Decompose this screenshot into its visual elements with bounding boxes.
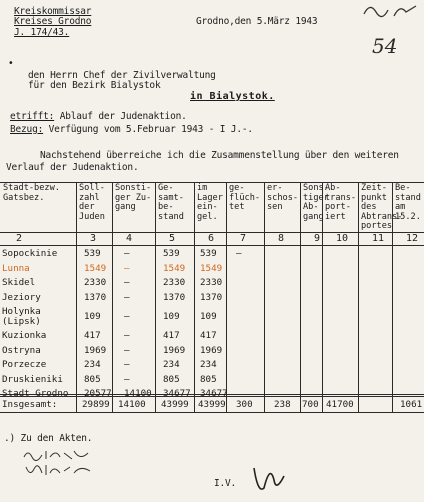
subject-line xyxy=(10,111,187,122)
row-soll: 539 xyxy=(84,248,101,259)
column-number-rule xyxy=(0,245,424,246)
reference-text: Verfügung vom 5.Februar 1943 - I J.-. xyxy=(48,124,253,135)
column-divider xyxy=(76,182,77,412)
intro-line1: Nachstehend überreiche ich die Zusammenstellung über den weiteren xyxy=(40,150,399,161)
column-divider xyxy=(300,182,301,412)
row-gefluechtet: — xyxy=(236,248,242,259)
total-lager: 43999 xyxy=(198,399,226,410)
column-divider xyxy=(194,182,195,412)
column-number: 5 xyxy=(169,233,176,244)
row-zugang: — xyxy=(124,359,130,371)
subject-text: Ablauf der Judenaktion. xyxy=(59,111,187,122)
row-lager: 109 xyxy=(200,311,217,323)
column-divider xyxy=(226,182,227,412)
row-name: Ostryna xyxy=(2,344,41,356)
reference-label: Bezug: xyxy=(10,124,44,135)
row-name: Skidel xyxy=(2,277,36,289)
column-number: 7 xyxy=(240,233,247,244)
letterhead-line1: Kreiskommissar xyxy=(14,6,92,17)
row-gesamt: 417 xyxy=(163,330,180,341)
total-gefluechtet: 300 xyxy=(236,399,253,410)
row-lager: 1370 xyxy=(200,291,223,303)
column-number: 9 xyxy=(314,233,321,244)
total-gesamt: 43999 xyxy=(161,399,189,410)
row-gesamt: 805 xyxy=(163,373,180,385)
row-zugang: — xyxy=(124,277,130,289)
row-zugang: 14100 xyxy=(124,388,152,400)
row-soll: 805 xyxy=(84,373,101,385)
row-name: Holynka (Lipsk) xyxy=(2,306,41,328)
row-soll: 20577 xyxy=(84,388,112,400)
row-soll: 1370 xyxy=(84,291,107,303)
total-erschossen: 238 xyxy=(274,399,291,410)
column-number: 3 xyxy=(90,233,97,244)
row-lager: 1549 xyxy=(200,262,223,274)
row-zugang: — xyxy=(124,311,130,323)
column-header: Sonsti- ger Zu- gang xyxy=(115,183,152,213)
column-header: im Lager ein- gel. xyxy=(197,183,223,222)
addressee-line3: in Bialystok. xyxy=(190,91,275,102)
row-gesamt: 2330 xyxy=(163,277,186,289)
handwritten-mark-top xyxy=(360,0,420,24)
row-gesamt: 1969 xyxy=(163,344,186,356)
place-date: Grodno,den 5.März 1943 xyxy=(196,16,318,27)
row-gesamt: 539 xyxy=(163,248,180,259)
total-soll: 29899 xyxy=(82,399,110,410)
column-divider xyxy=(155,182,156,412)
row-soll: 1549 xyxy=(84,262,107,274)
row-soll: 109 xyxy=(84,311,101,323)
row-name: Lunna xyxy=(2,262,30,274)
column-header: Soll- zahl der Juden xyxy=(79,183,105,222)
total-sonstiger-abgang: 700 xyxy=(302,399,319,410)
row-lager: 1969 xyxy=(200,344,223,356)
column-header: er- schos- sen xyxy=(267,183,299,213)
bullet: • xyxy=(8,58,14,69)
column-number: 6 xyxy=(208,233,215,244)
column-header: Be- stand am 15.2. xyxy=(395,183,421,222)
signature-icon xyxy=(248,458,288,502)
letterhead-line2: Kreises Grodno xyxy=(14,16,92,27)
column-header: Ge- samt- be- stand xyxy=(158,183,184,222)
row-zugang: — xyxy=(124,262,130,274)
column-header: Ab- trans- port- iert xyxy=(325,183,357,222)
row-soll: 417 xyxy=(84,330,101,341)
addressee-line2: für den Bezirk Bialystok xyxy=(28,80,161,91)
total-bottom-rule xyxy=(0,412,424,413)
stamp-number: 54 xyxy=(372,34,398,58)
subject-label: etrifft: xyxy=(10,111,55,122)
row-name: Sopockinie xyxy=(2,248,58,259)
row-gesamt: 109 xyxy=(163,311,180,323)
column-header: Zeit- punkt des Abtrans- portes xyxy=(361,183,403,232)
column-divider xyxy=(264,182,265,412)
row-zugang: — xyxy=(124,248,130,259)
handwritten-note-2 xyxy=(24,462,94,481)
row-soll: 234 xyxy=(84,359,101,371)
row-name: Porzecze xyxy=(2,359,47,371)
total-bestand: 1061 xyxy=(400,399,423,410)
row-lager: 34677 xyxy=(200,388,228,400)
total-label: Insgesamt: xyxy=(2,399,58,410)
row-name: Stadt Grodno xyxy=(2,388,69,400)
reference-line xyxy=(10,124,253,135)
column-number: 11 xyxy=(372,233,385,244)
row-lager: 539 xyxy=(200,248,217,259)
column-number: 8 xyxy=(278,233,285,244)
column-number: 12 xyxy=(406,233,419,244)
row-lager: 417 xyxy=(200,330,217,341)
data-table xyxy=(0,182,424,422)
row-lager: 2330 xyxy=(200,277,223,289)
total-abtransportiert: 41700 xyxy=(326,399,354,410)
column-header: Stadt-bezw. Gatsbez. xyxy=(3,183,60,203)
row-name: Jeziory xyxy=(2,291,41,303)
row-name: Druskieniki xyxy=(2,373,63,385)
row-zugang: — xyxy=(124,291,130,303)
row-lager: 805 xyxy=(200,373,217,385)
row-lager: 234 xyxy=(200,359,217,371)
letterhead-ref: J. 174/43. xyxy=(14,27,70,38)
row-name: Kuzionka xyxy=(2,330,47,341)
row-gesamt: 1370 xyxy=(163,291,186,303)
column-header: Sons- tiger Ab- gang xyxy=(303,183,329,222)
row-zugang: — xyxy=(124,344,130,356)
row-zugang: — xyxy=(124,330,130,341)
column-number: 2 xyxy=(16,233,23,244)
column-number: 10 xyxy=(336,233,349,244)
column-divider xyxy=(358,182,359,412)
footer-note: .) Zu den Akten. xyxy=(4,433,93,444)
addressee-line1: den Herrn Chef der Zivilverwaltung xyxy=(28,70,216,81)
row-soll: 1969 xyxy=(84,344,107,356)
total-zugang: 14100 xyxy=(118,399,146,410)
column-header: ge- flüch- tet xyxy=(229,183,261,213)
row-gesamt: 234 xyxy=(163,359,180,371)
row-gesamt: 1549 xyxy=(163,262,186,274)
scribble-icon xyxy=(360,0,420,20)
column-divider xyxy=(112,182,113,412)
row-zugang: — xyxy=(124,373,130,385)
row-gesamt: 34677 xyxy=(163,388,191,400)
intro-line2: Verlauf der Judenaktion. xyxy=(6,162,139,173)
column-number: 4 xyxy=(126,233,133,244)
row-soll: 2330 xyxy=(84,277,107,289)
signature-label: I.V. xyxy=(214,478,237,489)
